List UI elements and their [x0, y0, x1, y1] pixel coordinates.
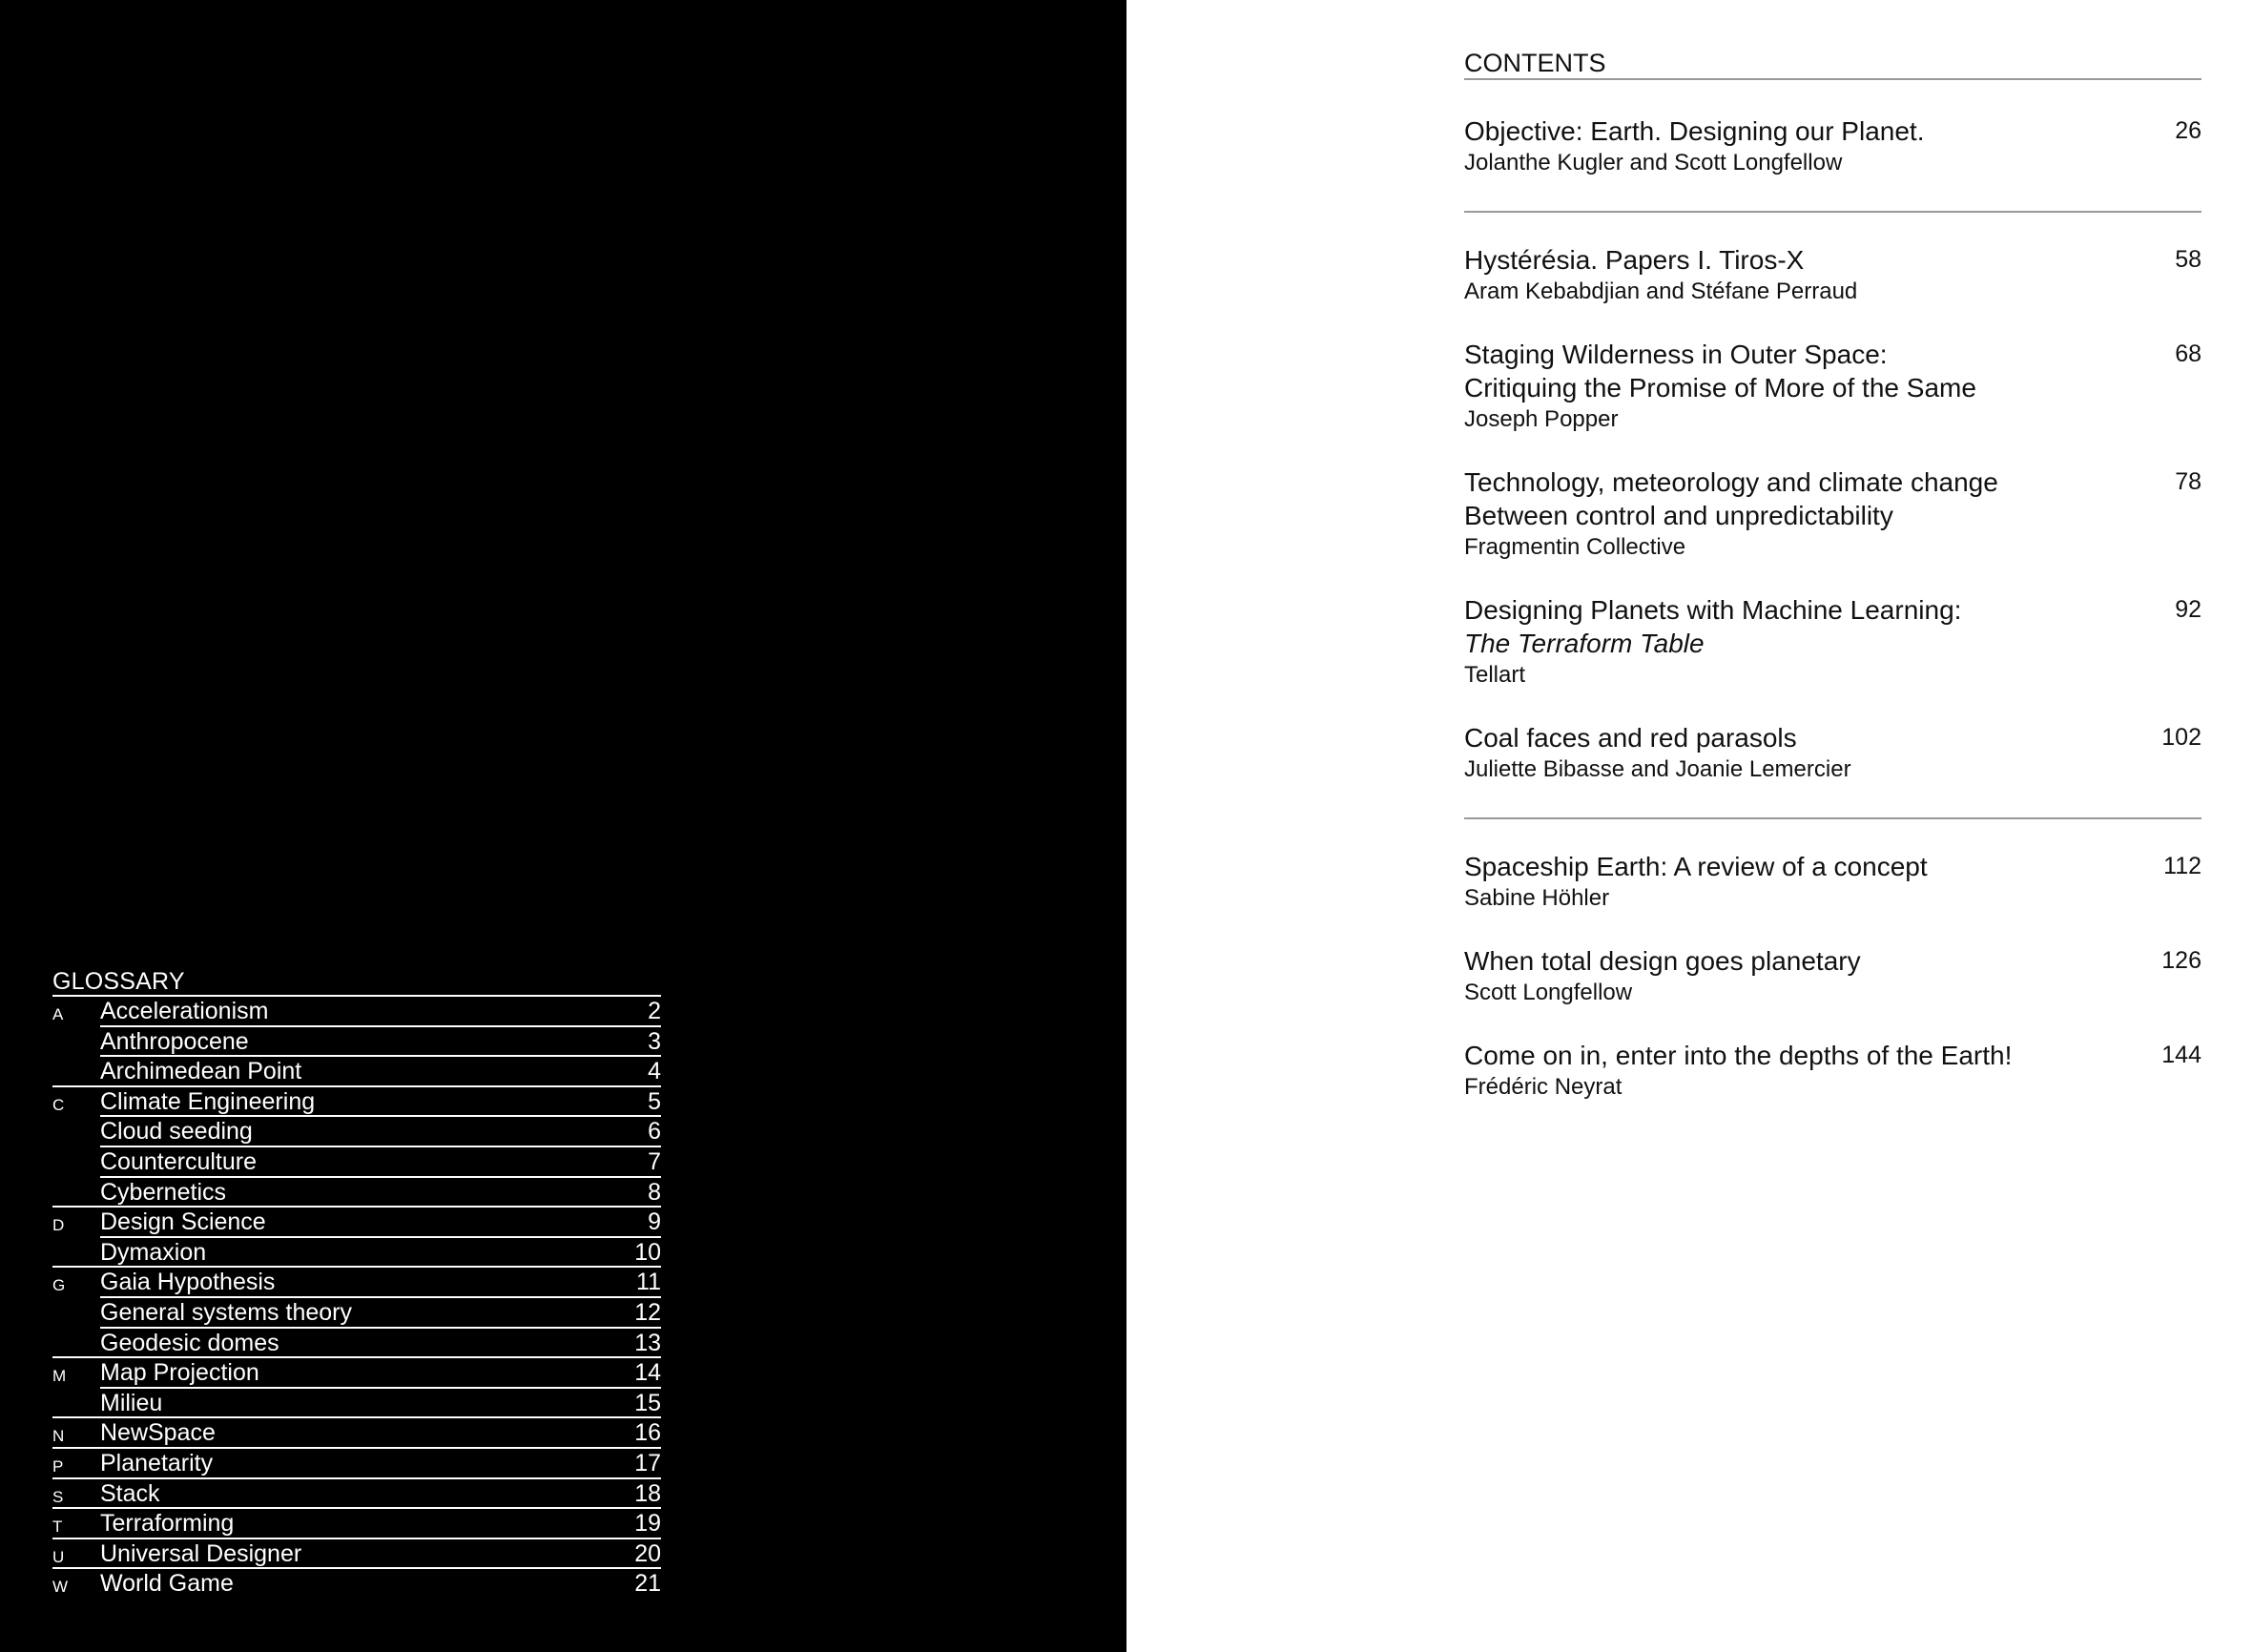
- contents-entry-author: Juliette Bibasse and Joanie Lemercier: [1464, 756, 1851, 782]
- glossary-term: Milieu: [100, 1389, 163, 1416]
- glossary-term: NewSpace: [100, 1419, 216, 1447]
- glossary-letter: S: [52, 1487, 64, 1506]
- glossary-entry[interactable]: [100, 1117, 661, 1147]
- contents-list: [1464, 114, 2201, 1103]
- glossary-row: [52, 1539, 661, 1570]
- glossary-term: Stack: [100, 1479, 160, 1507]
- glossary-entry[interactable]: [100, 1389, 661, 1419]
- glossary-entry[interactable]: [100, 1509, 661, 1539]
- glossary-row: [52, 1479, 661, 1510]
- contents-entry-author: Scott Longfellow: [1464, 980, 1633, 1005]
- glossary-page-number: 12: [634, 1298, 661, 1326]
- glossary-page-number: 19: [634, 1510, 661, 1538]
- contents-entry[interactable]: [1464, 944, 2201, 1008]
- glossary-entry[interactable]: [100, 1027, 661, 1058]
- glossary-page-number: 6: [648, 1118, 661, 1146]
- contents-entry[interactable]: [1464, 114, 2201, 178]
- glossary-page-number: 15: [634, 1389, 661, 1416]
- glossary-row: [52, 1329, 661, 1359]
- glossary-term: Anthropocene: [100, 1027, 249, 1055]
- contents-entry[interactable]: [1464, 850, 2201, 914]
- glossary-entry[interactable]: [100, 1087, 661, 1118]
- glossary-page-number: 14: [634, 1359, 661, 1387]
- glossary-row: [52, 1268, 661, 1298]
- glossary-letter: D: [52, 1216, 65, 1235]
- glossary-row: [52, 1027, 661, 1058]
- glossary-letter: U: [52, 1547, 65, 1566]
- contents-entry-title: [1464, 243, 2097, 277]
- glossary-entry[interactable]: [100, 1147, 661, 1178]
- contents-entry-title: [1464, 338, 2097, 404]
- glossary-entry[interactable]: [100, 1057, 661, 1087]
- glossary-entry[interactable]: [100, 1298, 661, 1329]
- glossary: [52, 966, 661, 1600]
- glossary-row: [52, 1418, 661, 1449]
- contents-page-number: 26: [2175, 117, 2201, 144]
- contents-page-number: 78: [2175, 468, 2201, 495]
- glossary-entry[interactable]: [100, 1329, 661, 1359]
- contents-entry[interactable]: [1464, 593, 2201, 691]
- contents-title-line: Critiquing the Promise of More of the Same: [1464, 373, 1976, 403]
- glossary-page-number: 8: [648, 1178, 661, 1206]
- contents-entry-title: [1464, 850, 2097, 883]
- contents-title-line: Objective: Earth. Designing our Planet.: [1464, 116, 1925, 146]
- glossary-term: Cloud seeding: [100, 1118, 253, 1146]
- glossary-list: [52, 997, 661, 1600]
- glossary-term: Universal Designer: [100, 1539, 302, 1567]
- glossary-term: Planetarity: [100, 1449, 214, 1476]
- glossary-row: [52, 1569, 661, 1600]
- glossary-term: Design Science: [100, 1208, 266, 1236]
- glossary-page-number: 10: [634, 1238, 661, 1266]
- contents-title-line: Spaceship Earth: A review of a concept: [1464, 852, 1928, 881]
- contents-entry[interactable]: [1464, 1039, 2201, 1103]
- glossary-page-number: 11: [636, 1269, 661, 1296]
- glossary-entry[interactable]: [100, 1268, 661, 1298]
- glossary-page-number: 13: [634, 1329, 661, 1356]
- glossary-page-number: 5: [648, 1087, 661, 1115]
- glossary-page-number: 9: [648, 1208, 661, 1236]
- contents-entry-author: Joseph Popper: [1464, 406, 1619, 432]
- glossary-entry[interactable]: [100, 1208, 661, 1238]
- glossary-row: [52, 1509, 661, 1539]
- glossary-page-number: 18: [634, 1479, 661, 1507]
- contents-entry-author: Fragmentin Collective: [1464, 534, 1686, 560]
- glossary-term: Dymaxion: [100, 1238, 207, 1266]
- glossary-term: Accelerationism: [100, 998, 269, 1024]
- glossary-page-number: 16: [634, 1419, 661, 1447]
- glossary-letter: G: [52, 1276, 66, 1295]
- glossary-entry[interactable]: [100, 1358, 661, 1389]
- contents: [1464, 46, 2201, 1103]
- contents-entry-title: [1464, 114, 2097, 148]
- glossary-entry[interactable]: [100, 1418, 661, 1449]
- contents-title: CONTENTS: [1464, 46, 2201, 80]
- glossary-entry[interactable]: [100, 1479, 661, 1510]
- contents-entry-author: Tellart: [1464, 662, 1526, 688]
- glossary-page-number: 7: [648, 1147, 661, 1175]
- glossary-letter: C: [52, 1095, 65, 1114]
- glossary-term: Geodesic domes: [100, 1329, 279, 1356]
- contents-entry[interactable]: [1464, 465, 2201, 563]
- contents-entry[interactable]: [1464, 338, 2201, 435]
- contents-page-number: 126: [2161, 947, 2201, 974]
- glossary-letter: M: [52, 1367, 67, 1386]
- glossary-term: Climate Engineering: [100, 1087, 316, 1115]
- glossary-entry[interactable]: [100, 997, 661, 1027]
- glossary-row: [52, 1298, 661, 1329]
- contents-page-number: 58: [2175, 246, 2201, 273]
- glossary-row: [52, 1358, 661, 1389]
- glossary-row: [52, 1238, 661, 1269]
- glossary-row: [52, 1449, 661, 1479]
- contents-page-number: 144: [2161, 1042, 2201, 1068]
- glossary-page-number: 2: [648, 998, 661, 1024]
- glossary-entry[interactable]: [100, 1238, 661, 1269]
- glossary-letter: P: [52, 1456, 64, 1476]
- glossary-row: [52, 1208, 661, 1238]
- right-page: [1126, 0, 2253, 1652]
- contents-section-rule: [1464, 211, 2201, 213]
- contents-entry-title: [1464, 593, 2097, 660]
- glossary-title: GLOSSARY: [52, 966, 661, 997]
- glossary-entry[interactable]: [100, 1449, 661, 1479]
- contents-entry-author: Aram Kebabdjian and Stéfane Perraud: [1464, 279, 1858, 304]
- contents-entry-title: [1464, 1039, 2097, 1072]
- contents-page-number: 102: [2161, 724, 2201, 751]
- glossary-term: Map Projection: [100, 1359, 259, 1387]
- contents-entry[interactable]: [1464, 243, 2201, 307]
- glossary-page-number: 3: [648, 1027, 661, 1055]
- contents-entry-title: [1464, 944, 2097, 978]
- glossary-letter: N: [52, 1427, 65, 1446]
- glossary-entry[interactable]: [100, 1569, 661, 1600]
- contents-title-line: Staging Wilderness in Outer Space:: [1464, 340, 1888, 369]
- glossary-page-number: 20: [634, 1539, 661, 1567]
- glossary-letter: T: [52, 1518, 63, 1537]
- glossary-term: Gaia Hypothesis: [100, 1269, 276, 1296]
- glossary-letter: A: [52, 1005, 64, 1023]
- contents-section-rule: [1464, 817, 2201, 819]
- contents-page-number: 68: [2175, 341, 2201, 367]
- glossary-term: Terraforming: [100, 1510, 235, 1538]
- glossary-term: Counterculture: [100, 1147, 257, 1175]
- contents-title-line: Technology, meteorology and climate change: [1464, 467, 1998, 497]
- contents-title-line: When total design goes planetary: [1464, 946, 1861, 976]
- glossary-row: [52, 1389, 661, 1419]
- glossary-row: [52, 1057, 661, 1087]
- glossary-entry[interactable]: [100, 1539, 661, 1570]
- contents-entry-author: Sabine Höhler: [1464, 885, 1610, 911]
- contents-entry-title: [1464, 465, 2097, 532]
- contents-title-line: Come on in, enter into the depths of the Earth!: [1464, 1041, 2013, 1070]
- contents-entry-author: Frédéric Neyrat: [1464, 1074, 1623, 1100]
- contents-entry[interactable]: [1464, 721, 2201, 785]
- contents-entry-title: [1464, 721, 2097, 754]
- contents-title-line: Designing Planets with Machine Learning:: [1464, 595, 1962, 625]
- glossary-row: [52, 1178, 661, 1208]
- contents-title-line: Coal faces and red parasols: [1464, 723, 1797, 753]
- glossary-row: [52, 1117, 661, 1147]
- glossary-entry[interactable]: [100, 1178, 661, 1208]
- glossary-page-number: 21: [634, 1570, 661, 1598]
- contents-page-number: 92: [2175, 596, 2201, 623]
- glossary-letter: W: [52, 1578, 69, 1597]
- contents-entry-author: Jolanthe Kugler and Scott Longfellow: [1464, 150, 1843, 176]
- glossary-term: General systems theory: [100, 1298, 352, 1326]
- left-page: [0, 0, 1126, 1652]
- glossary-row: [52, 997, 661, 1027]
- contents-title-line: Hystérésia. Papers I. Tiros-X: [1464, 245, 1805, 275]
- glossary-page-number: 4: [648, 1058, 661, 1085]
- glossary-row: [52, 1087, 661, 1118]
- glossary-term: World Game: [100, 1570, 234, 1598]
- glossary-row: [52, 1147, 661, 1178]
- glossary-term: Cybernetics: [100, 1178, 226, 1206]
- contents-page-number: 112: [2163, 853, 2201, 879]
- glossary-page-number: 17: [634, 1449, 661, 1476]
- contents-title-line: Between control and unpredictability: [1464, 501, 1893, 530]
- contents-title-italic: The Terraform Table: [1464, 629, 1705, 658]
- glossary-term: Archimedean Point: [100, 1058, 302, 1085]
